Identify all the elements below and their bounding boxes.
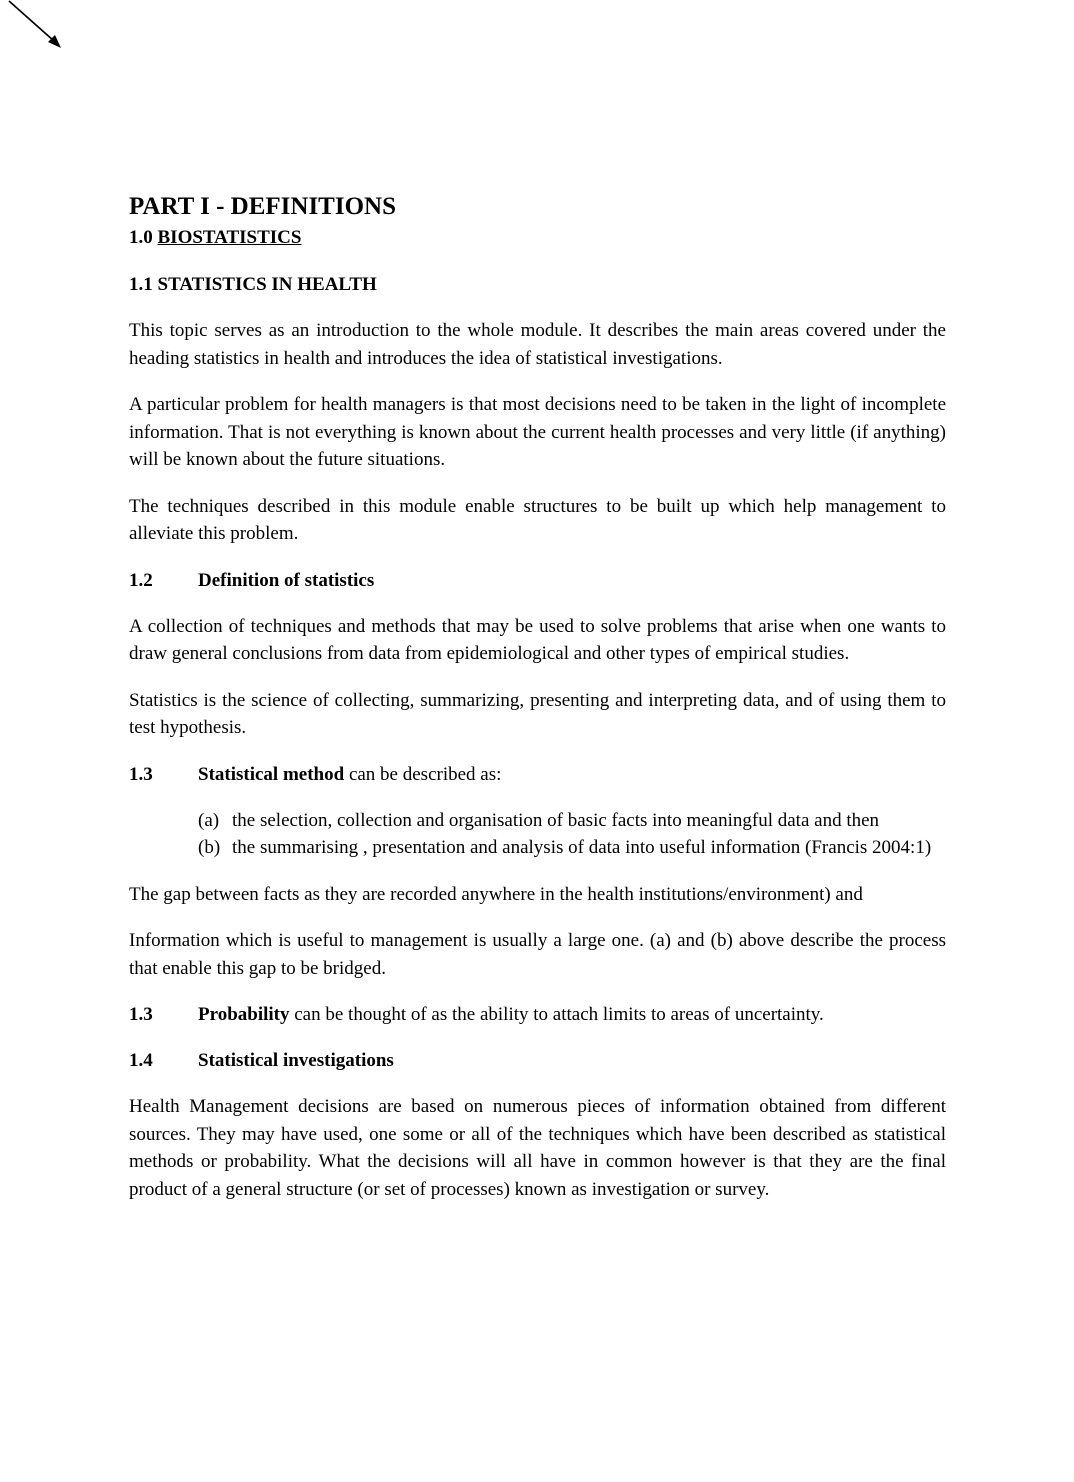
section-title-text: BIOSTATISTICS [157,227,302,248]
heading-text: Statistical investigations [198,1050,394,1071]
paragraph: Health Management decisions are based on numerous pieces of information obtained from different sources. They may have used, one some or all of the techniques which have been described as statistical methods or probability. What the decisions will all have in common however is that they are the final product of a general structure (or set of processes) known as investigation or survey. [129,1096,946,1200]
paragraph: Statistics is the science of collecting, summarizing, presenting and interpreting data, and of using them to test hypothesis. [129,689,946,738]
heading-number: 1.3 [129,1004,153,1025]
section-title [129,224,946,251]
heading-1-4 [129,1047,946,1074]
heading-1-2 [129,567,946,594]
heading-bold: Probability [198,1004,290,1025]
heading-number: 1.2 [129,569,153,591]
document-page [129,190,946,1203]
heading-probability [129,1001,946,1028]
heading-1-1: 1.1 STATISTICS IN HEALTH [129,274,377,295]
paragraph: Information which is useful to management is usually a large one. (a) and (b) above describe the process that enable this gap to be bridged. [129,930,946,979]
heading-text: Definition of statistics [198,569,375,591]
arrow-icon [0,0,70,56]
paragraph: A collection of techniques and methods that may be used to solve problems that arise when one wants to draw general conclusions from data from epidemiological and other types of empirical studies. [129,615,946,664]
list-text: the summarising , presentation and analysis of data into useful information (Francis 2004:1) [232,837,932,858]
list-label: (a) [198,809,220,831]
method-list [129,807,946,862]
heading-bold: Statistical method [198,763,345,785]
heading-1-3 [129,761,946,788]
list-item [198,807,946,835]
paragraph: The techniques described in this module enable structures to be built up which help management to alleviate this problem. [129,495,946,544]
heading-rest: can be described as: [344,763,502,785]
paragraph: This topic serves as an introduction to the whole module. It describes the main areas covered under the heading statistics in health and introduces the idea of statistical investigations. [129,320,946,369]
heading-text [198,1001,824,1028]
heading-number: 1.4 [129,1050,153,1071]
heading-rest: can be thought of as the ability to attach limits to areas of uncertainty. [289,1004,824,1025]
section-number: 1.0 [129,227,153,248]
list-label: (b) [198,837,221,858]
list-item [198,834,946,862]
heading-number: 1.3 [129,763,153,785]
heading-text [198,761,501,788]
paragraph: The gap between facts as they are recorded anywhere in the health institutions/environment) and [129,883,863,905]
paragraph: A particular problem for health managers is that most decisions need to be taken in the light of incomplete information. That is not everything is known about the current health processes and very little (if anything) will be known about the future situations. [129,394,946,470]
list-text: the selection, collection and organisation of basic facts into meaningful data and then [232,809,880,831]
part-title: PART I - DEFINITIONS [129,193,396,220]
